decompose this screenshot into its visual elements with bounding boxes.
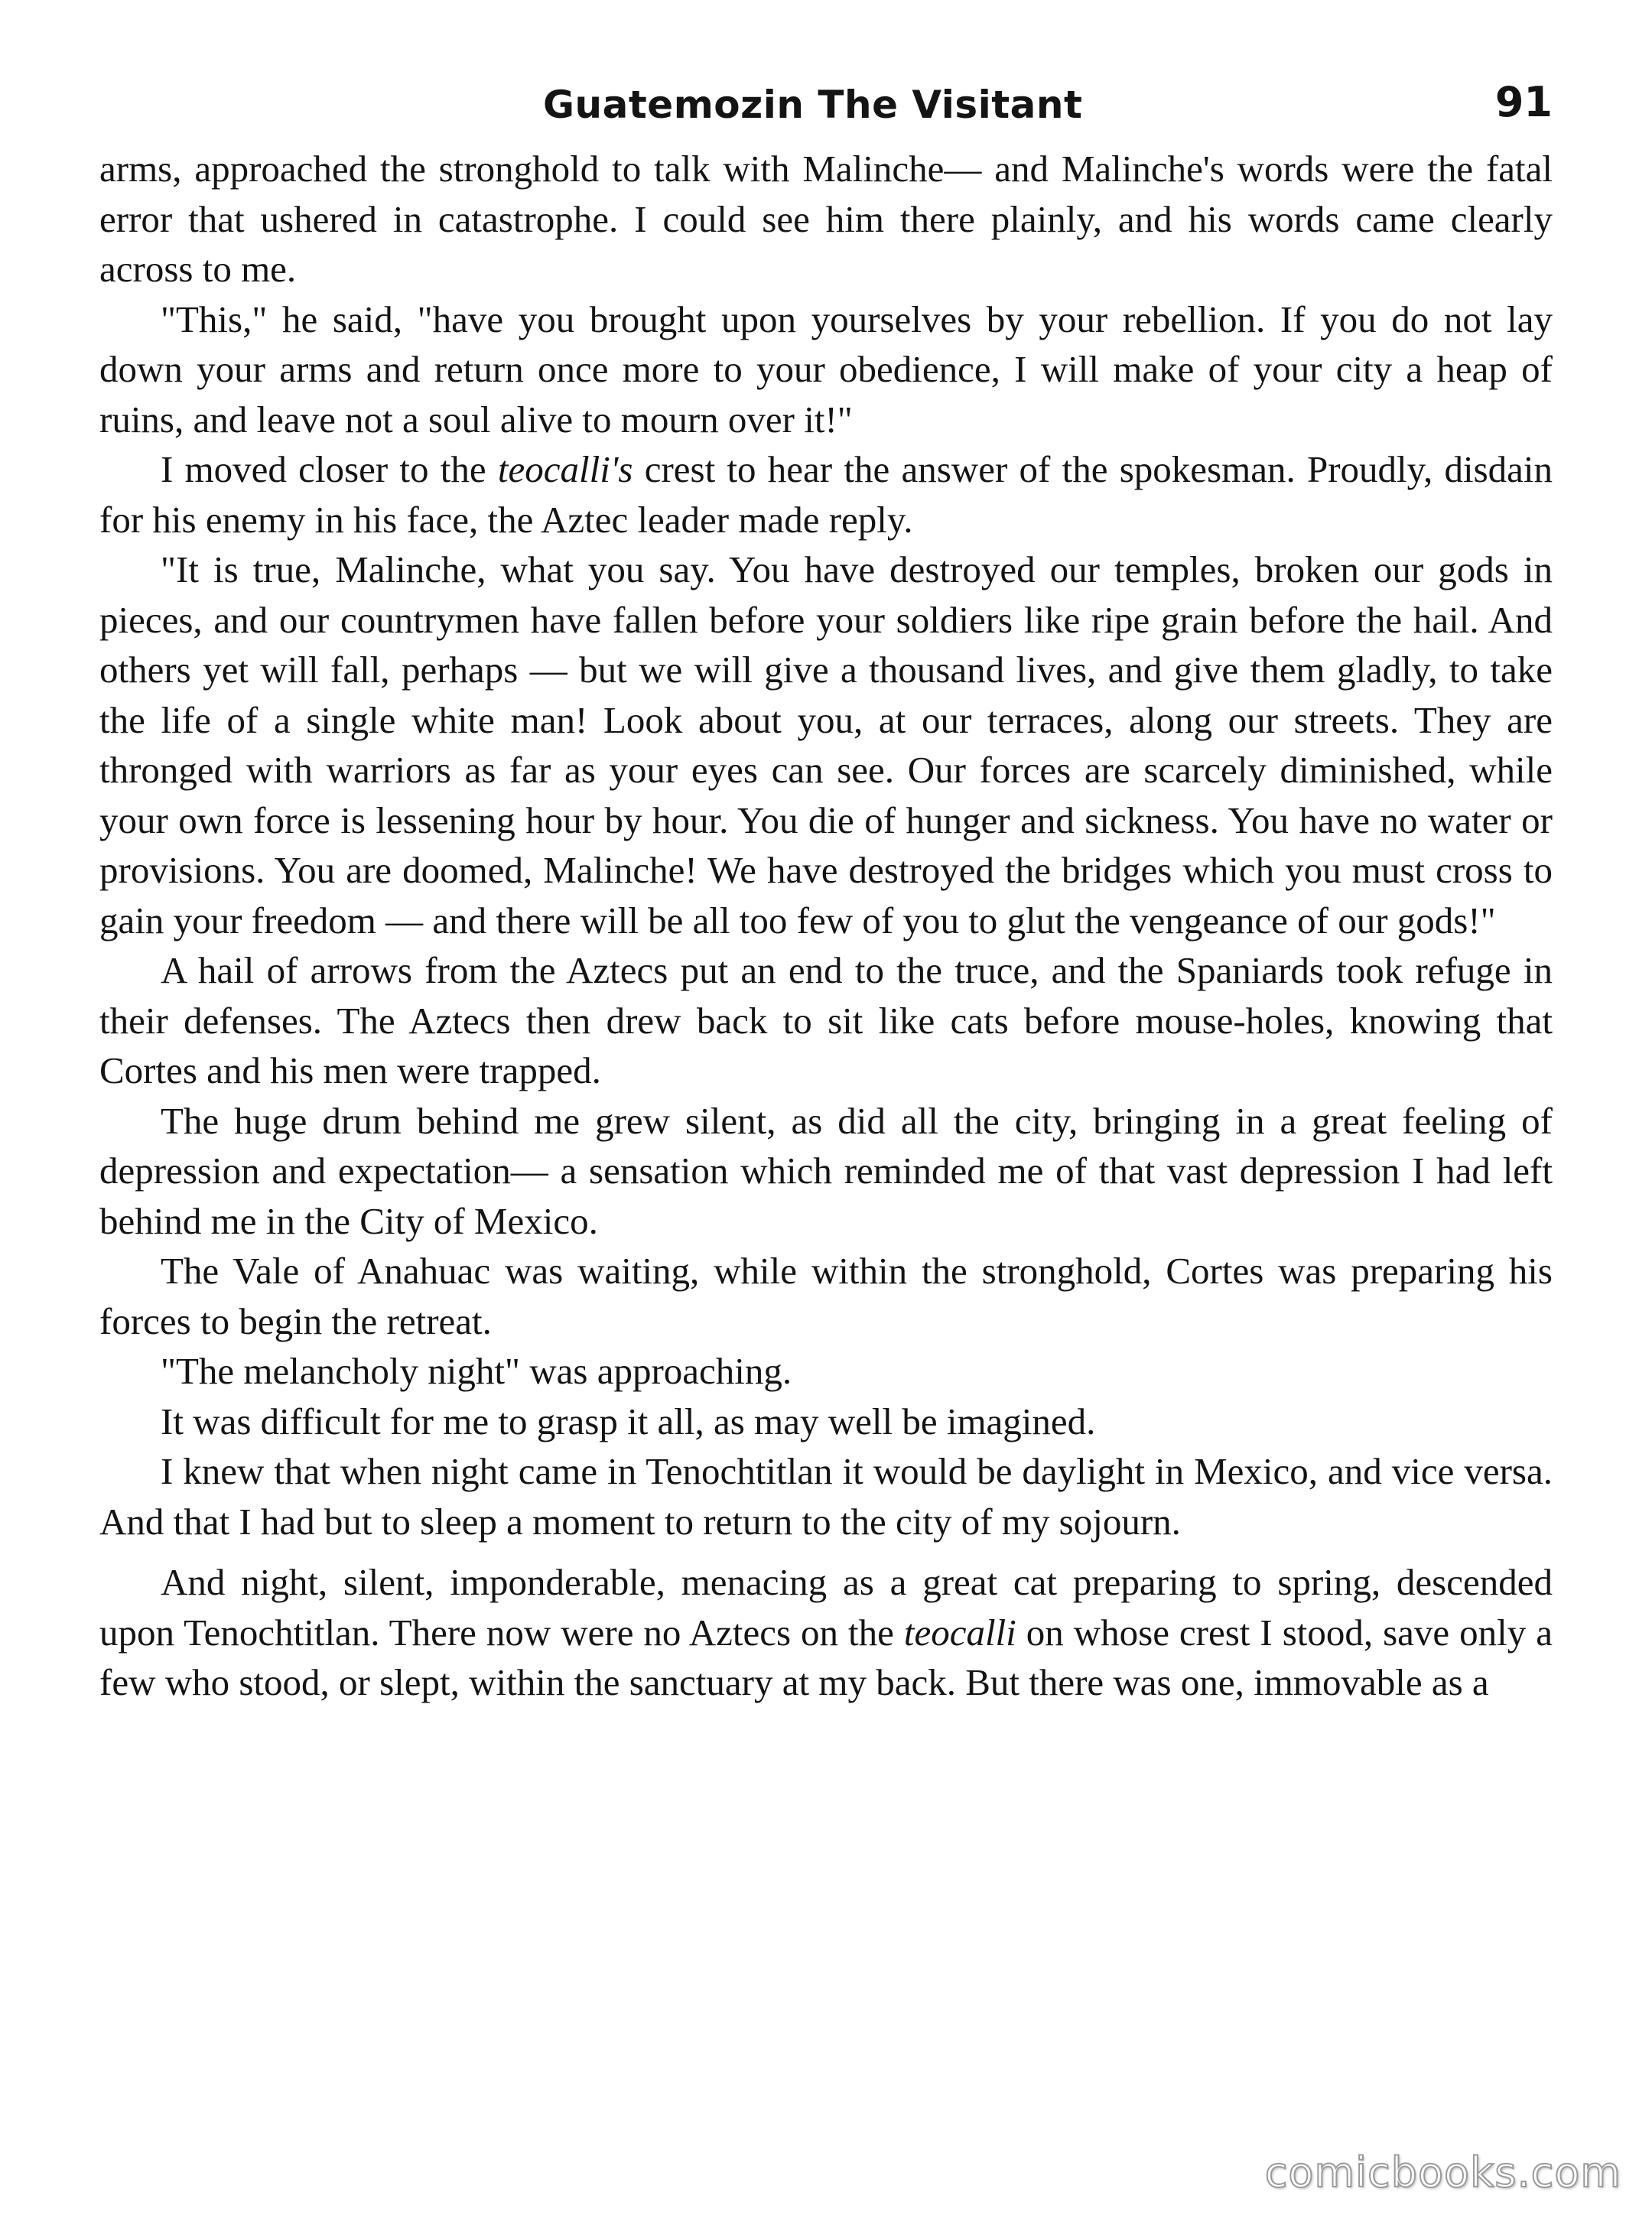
paragraph-text: crest to hear the answer of the spokesman. Proudly, disdain for his enemy in his face, the Aztec leader made reply. [99, 448, 1553, 541]
paragraph-text: I moved closer to the [161, 448, 498, 490]
paragraph-text: I knew that when night came in Tenochtitlan it would be daylight in Mexico, and vice versa. And that I had but to sleep a moment to return to the city of my sojourn. [99, 1450, 1553, 1543]
paragraph-text: And night, silent, imponderable, menacing as a great cat preparing to spring, descended upon Tenochtitlan. There now were no Aztecs on the [99, 1561, 1553, 1654]
paragraph [99, 945, 1553, 1096]
paragraph-text: It was difficult for me to grasp it all, as may well be imagined. [161, 1400, 1096, 1442]
paragraph-text: on whose crest I stood, save only a few who stood, or slept, within the sanctuary at my back. But there was one, immovable as a [99, 1611, 1553, 1703]
paragraph-text: "It is true, Malinche, what you say. You have destroyed our temples, broken our gods in pieces, and our countrymen have fallen before your soldiers like ripe grain before the hail. And others yet will fall, perhaps — but we will give a thousand lives, and give them gladly, to take the life of a single white man! Look about you, at our terraces, along our streets. They are thronged with warriors as far as your eyes can see. Our forces are scarcely diminished, while your own force is lessening hour by hour. You die of hunger and sickness. You have no water or provisions. You are doomed, Malinche! We have destroyed the bridges which you must cross to gain your freedom — and there will be all too few of you to glut the vengeance of our gods!" [99, 548, 1553, 942]
paragraph-text: The Vale of Anahuac was waiting, while within the stronghold, Cortes was preparing his forces to begin the retreat. [99, 1250, 1553, 1342]
chapter-title: Guatemozin The Visitant [543, 83, 1083, 127]
paragraph-text: "The melancholy night" was approaching. [161, 1350, 792, 1392]
paragraph [99, 444, 1553, 545]
paragraph [99, 1557, 1553, 1708]
italic-text: teocalli's [497, 448, 633, 490]
paragraph [99, 1446, 1553, 1546]
paragraph-text: "This," he said, "have you brought upon yourselves by your rebellion. If you do not lay down your arms and return once more to your obedience, I will make of your city a heap of ruins, and leave not a soul alive to mourn over it!" [99, 298, 1553, 441]
watermark: comicbooks.com [1264, 2148, 1621, 2197]
italic-text: teocalli [903, 1611, 1016, 1654]
paragraph-text: The huge drum behind me grew silent, as did all the city, bringing in a great feeling of depression and expectation— a sensation which reminded me of that vast depression I had left behind me in the City of Mexico. [99, 1099, 1553, 1242]
paragraph [99, 1346, 1553, 1397]
paragraph [99, 294, 1553, 445]
paragraph-text: A hail of arrows from the Aztecs put an end to the truce, and the Spaniards took refuge in their defenses. The Aztecs then drew back to sit like cats before mouse-holes, knowing that Cortes and his men were trapped. [99, 949, 1553, 1091]
running-head [99, 78, 1553, 144]
body-text [99, 144, 1553, 1708]
paragraph [99, 1246, 1553, 1346]
paragraph [99, 545, 1553, 945]
paragraph-text: arms, approached the stronghold to talk with Malinche— and Malinche's words were the fatal error that ushered in catastrophe. I could see him there plainly, and his words came clearly across to me. [99, 148, 1553, 290]
paragraph [99, 1397, 1553, 1447]
page-number: 91 [1494, 78, 1553, 126]
paragraph [99, 1096, 1553, 1247]
paragraph [99, 144, 1553, 294]
